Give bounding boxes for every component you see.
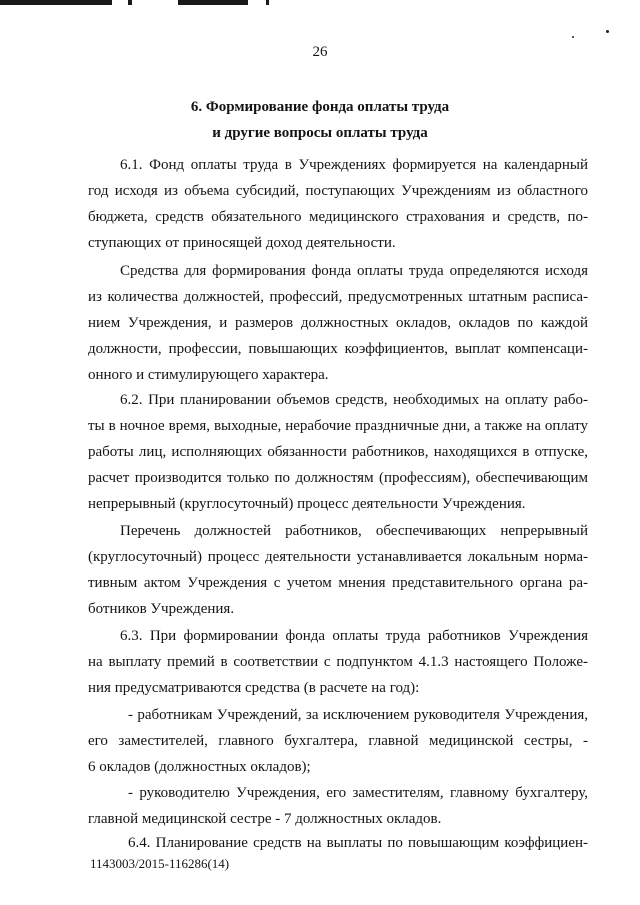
body-line: работы лиц, исполняющих обязанности работников, находящихся в отпуске, bbox=[88, 444, 588, 460]
body-line: бюджета, средств обязательного медицинского страхования и средств, по- bbox=[88, 209, 588, 225]
body-line: - руководителю Учреждения, его заместителям, главному бухгалтеру, bbox=[128, 785, 588, 801]
body-line: на выплату премий в соответствии с подпунктом 4.1.3 настоящего Положе- bbox=[88, 654, 588, 670]
body-line: ты в ночное время, выходные, нерабочие праздничные дни, а также на оплату bbox=[88, 418, 588, 434]
body-line: год исходя из объема субсидий, поступающих Учреждениям из областного bbox=[88, 183, 588, 199]
section-heading-line-2: и другие вопросы оплаты труда bbox=[212, 125, 428, 141]
document-id: 1143003/2015-116286(14) bbox=[90, 856, 230, 871]
body-line: ботников Учреждения. bbox=[88, 601, 235, 617]
body-line: нием Учреждения, и размеров должностных окладов, окладов по каждой bbox=[88, 315, 588, 331]
body-line: 6.4. Планирование средств на выплаты по повышающим коэффициен- bbox=[128, 835, 588, 851]
body-line: непрерывный (круглосуточный) процесс деятельности Учреждения. bbox=[88, 496, 526, 512]
body-line: Средства для формирования фонда оплаты труда определяются исходя bbox=[120, 263, 588, 279]
scan-edge-mark bbox=[128, 0, 132, 5]
scan-edge-mark bbox=[266, 0, 269, 5]
body-line: тивным актом Учреждения с учетом мнения представительного органа ра- bbox=[88, 575, 588, 591]
page-number: 26 bbox=[312, 44, 328, 60]
scan-edge-mark bbox=[178, 0, 248, 5]
body-line: из количества должностей, профессий, предусмотренных штатным расписа- bbox=[88, 289, 588, 305]
body-line: 6.3. При формировании фонда оплаты труда работников Учреждения bbox=[120, 628, 588, 644]
body-line: 6.2. При планировании объемов средств, необходимых на оплату рабо- bbox=[120, 392, 588, 408]
body-line: ния предусматриваются средства (в расчете на год): bbox=[88, 680, 420, 696]
body-line: онного и стимулирующего характера. bbox=[88, 367, 329, 383]
body-line: главной медицинской сестре - 7 должностных окладов. bbox=[88, 811, 442, 827]
section-heading-line-1: 6. Формирование фонда оплаты труда bbox=[190, 99, 450, 115]
body-line: расчет производится только по должностям (профессиям), обеспечивающим bbox=[88, 470, 588, 486]
scan-edge-mark bbox=[0, 0, 112, 5]
body-line: (круглосуточный) процесс деятельности устанавливается локальным норма- bbox=[88, 549, 588, 565]
body-line: Перечень должностей работников, обеспечивающих непрерывный bbox=[120, 523, 588, 539]
body-line: - работникам Учреждений, за исключением руководителя Учреждения, bbox=[128, 707, 588, 723]
body-line: ступающих от приносящей доход деятельности. bbox=[88, 235, 396, 251]
body-line: должности, профессии, повышающих коэффициентов, выплат компенсаци- bbox=[88, 341, 588, 357]
body-line: 6 окладов (должностных окладов); bbox=[88, 759, 311, 775]
body-line: 6.1. Фонд оплаты труда в Учреждениях формируется на календарный bbox=[120, 157, 588, 173]
scan-speck bbox=[606, 30, 609, 33]
body-line: его заместителей, главного бухгалтера, главной медицинской сестры, - bbox=[88, 733, 588, 749]
scan-speck bbox=[572, 36, 574, 38]
